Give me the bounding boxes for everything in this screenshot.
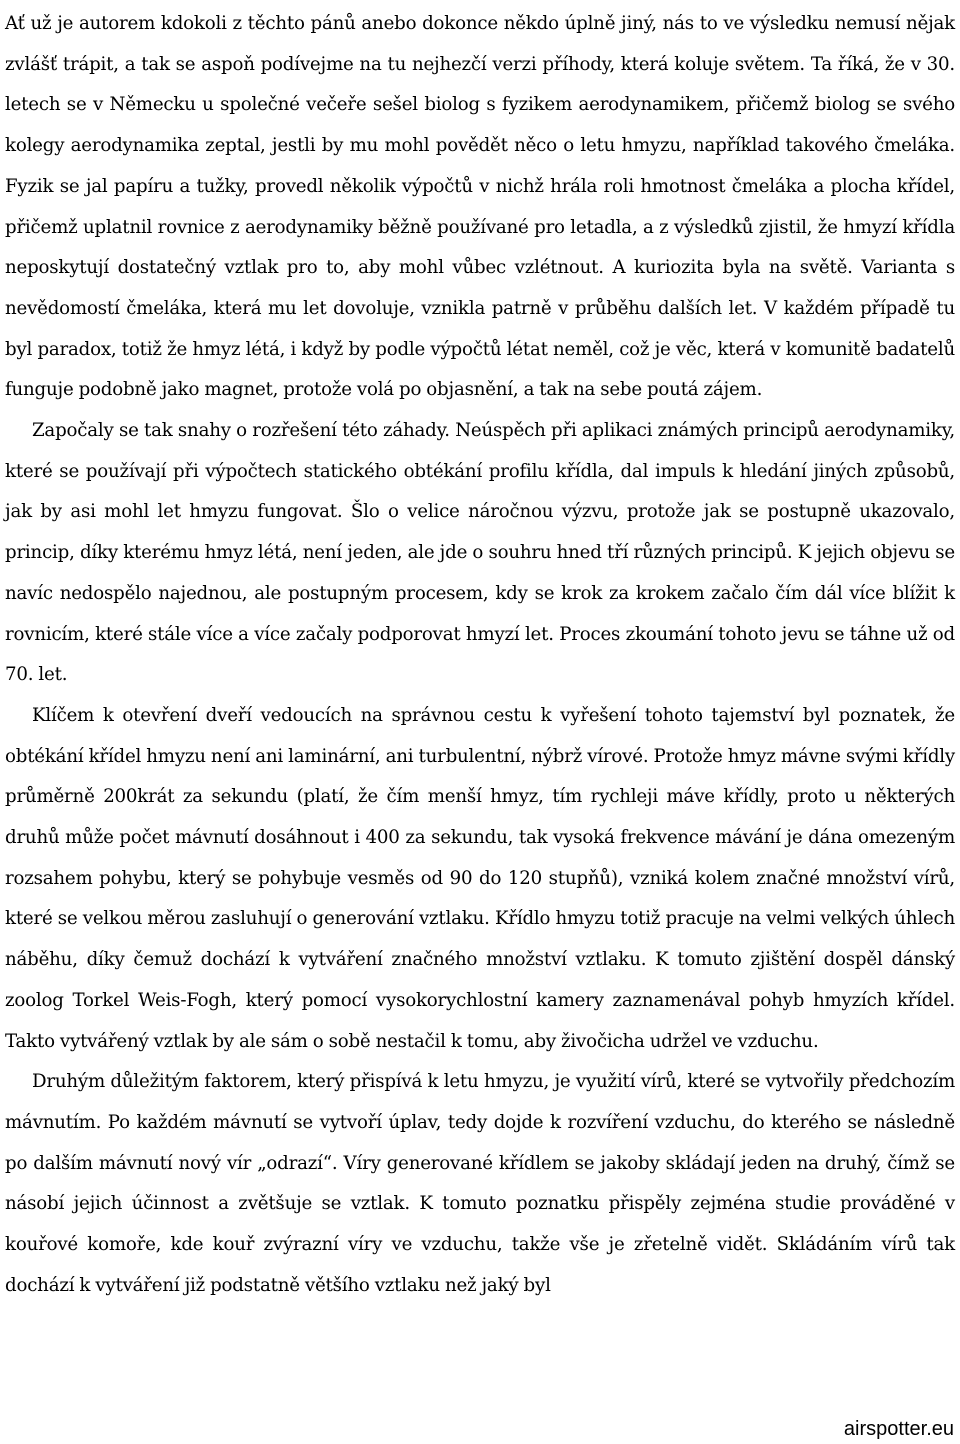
paragraph-1: Ať už je autorem kdokoli z těchto pánů anebo dokonce někdo úplně jiný, nás to ve výsledku nemusí nějak zvlášť trápit, a tak se aspoň podívejme na tu nejhezčí verzi příhody, která koluje světem. Ta říká, že v 30. letech se v Německu u společné večeře sešel biolog s fyzikem aerodynamikem, přičemž biolog se svého kolegy aerodynamika zeptal, jestli by mu mohl povědět něco o letu hmyzu, například takového čmeláka. Fyzik se jal papíru a tužky, provedl několik výpočtů v nichž hrála roli hmotnost čmeláka a plocha křídel, přičemž uplatnil rovnice z aerodynamiky běžně používané pro letadla, a z výsledků zjistil, že hmyzí křídla neposkytují dostatečný vztlak pro to, aby mohl vůbec vzlétnout. A kuriozita byla na světě. Varianta s nevědomostí čmeláka, která mu let dovoluje, vznikla patrně v průběhu dalších let. V každém případě tu byl paradox, totiž že hmyz létá, i když by podle výpočtů létat neměl, což je věc, která v komunitě badatelů funguje podobně jako magnet, protože volá po objasnění, a tak na sebe poutá zájem. [5, 13, 955, 401]
paragraph-4: Druhým důležitým faktorem, který přispívá k letu hmyzu, je využití vírů, které se vytvořily předchozím mávnutím. Po každém mávnutí se vytvoří úplav, tedy dojde k rozvíření vzduchu, do kterého se následně po dalším mávnutí nový vír „odrazí“. Víry generované křídlem se jakoby skládají jeden na druhý, čímž se násobí jejich účinnost a zvětšuje se vztlak. K tomuto poznatku přispěly zejména studie prováděné v kouřové komoře, kde kouř zvýrazní víry ve vzduchu, takže vše je zřetelně vidět. Skládáním vírů tak dochází k vytváření již podstatně většího vztlaku než jaký byl [5, 1071, 955, 1296]
footer-site: airspotter.eu [843, 1418, 954, 1440]
paragraph-3: Klíčem k otevření dveří vedoucích na správnou cestu k vyřešení tohoto tajemství byl poznatek, že obtékání křídel hmyzu není ani laminární, ani turbulentní, nýbrž vírové. Protože hmyz mávne svými křídly průměrně 200krát za sekundu (platí, že čím menší hmyz, tím rychleji máve křídly, proto u některých druhů může počet mávnutí dosáhnout i 400 za sekundu, tak vysoká frekvence mávání je dána omezeným rozsahem pohybu, který se pohybuje vesměs od 90 do 120 stupňů), vzniká kolem značné množství vírů, které se velkou měrou zasluhují o generování vztlaku. Křídlo hmyzu totiž pracuje na velmi velkých úhlech náběhu, díky čemuž dochází k vytváření značného množství vztlaku. K tomuto zjištění dospěl dánský zoolog Torkel Weis-Fogh, který pomocí vysokorychlostní kamery zaznamenával pohyb hmyzích křídel. Takto vytvářený vztlak by ale sám o sobě nestačil k tomu, aby živočicha udržel ve vzduchu. [5, 704, 955, 1052]
paragraph-2: Započaly se tak snahy o rozřešení této záhady. Neúspěch při aplikaci známých principů aerodynamiky, které se používají při výpočtech statického obtékání profilu křídla, dal impuls k hledání jiných způsobů, jak by asi mohl let hmyzu fungovat. Šlo o velice náročnou výzvu, protože jak se postupně ukazovalo, princip, díky kterému hmyz létá, není jeden, ale jde o souhru hned tří různých principů. K jejich objevu se navíc nedospělo najednou, ale postupným procesem, kdy se krok za krokem začalo čím dál více blížit k rovnicím, které stále více a více začaly podporovat hmyzí let. Proces zkoumání tohoto jevu se táhne už od 70. let. [5, 420, 955, 686]
